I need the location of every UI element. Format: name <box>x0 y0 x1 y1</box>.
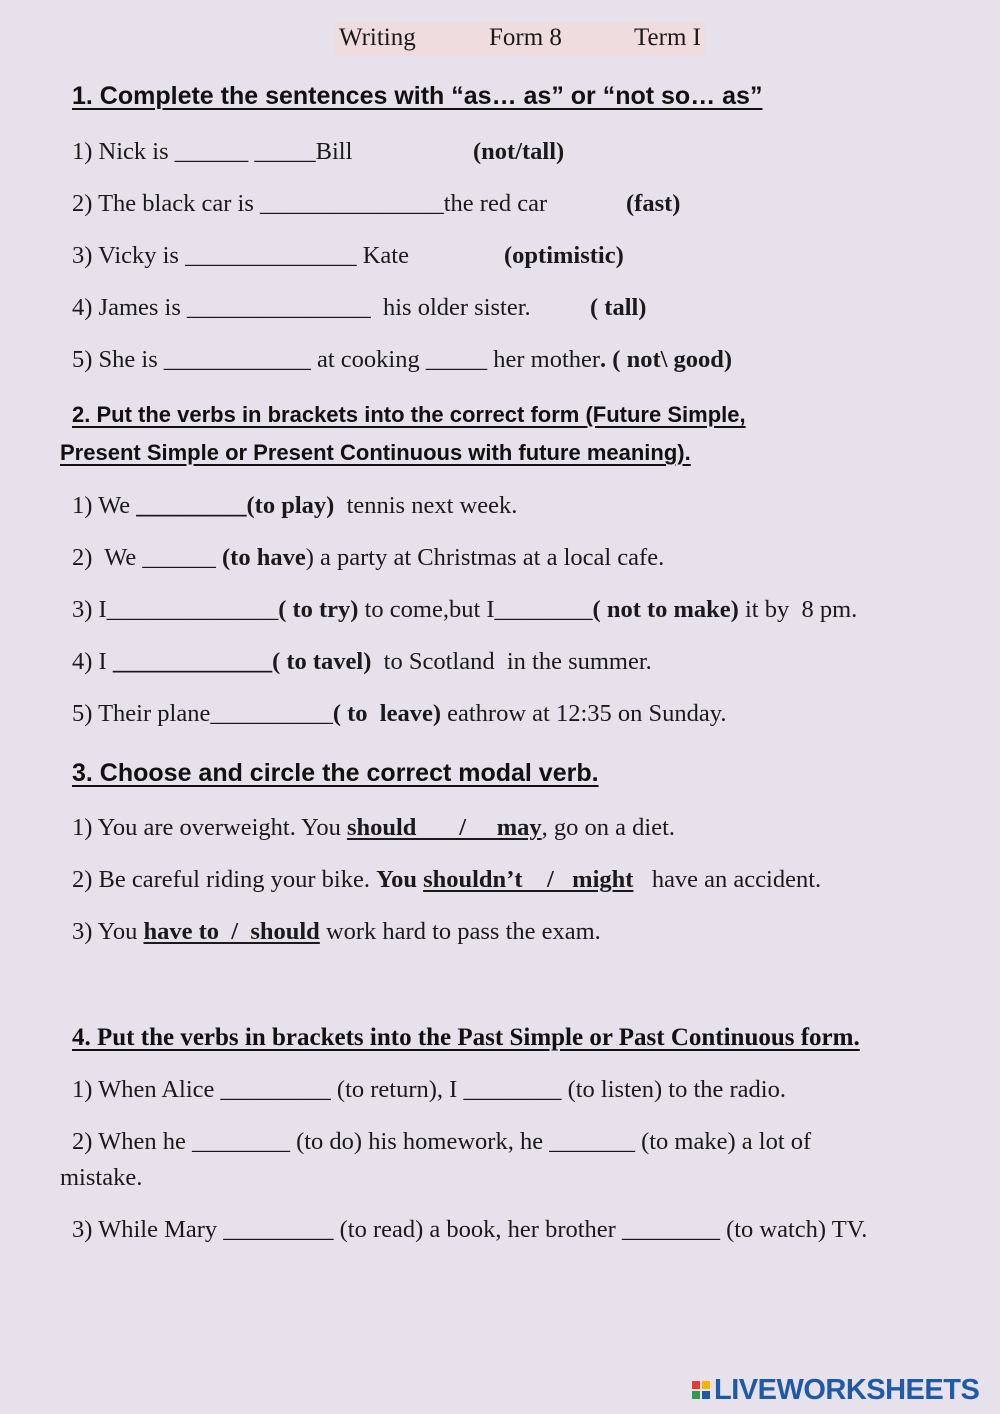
text: eathrow at 12:35 on Sunday. <box>441 700 727 727</box>
list-item[interactable] <box>72 346 732 374</box>
list-item[interactable] <box>72 138 565 166</box>
text: 1) We <box>72 492 137 519</box>
hint: (not/tall) <box>473 138 565 165</box>
section1-heading: 1. Complete the sentences with “as… as” or “not so… as” <box>72 82 763 110</box>
text: to Scotland in the summer. <box>371 648 652 675</box>
hint: ( not to make) <box>592 596 739 623</box>
modal-choice[interactable]: should / may <box>346 814 542 841</box>
list-item[interactable] <box>72 700 727 728</box>
text: , go on a diet. <box>541 814 676 841</box>
section2-heading-line2: Present Simple or Present Continuous with future meaning). <box>60 440 691 465</box>
list-item[interactable] <box>72 294 647 322</box>
modal-choice[interactable]: shouldn’t / might <box>423 866 634 893</box>
text: 4) I <box>72 648 113 675</box>
section4-heading: 4. Put the verbs in brackets into the Past Simple or Past Continuous form. <box>72 1024 860 1051</box>
hint: (to have <box>222 544 306 571</box>
list-item[interactable] <box>72 814 675 842</box>
text: have an accident. <box>633 866 822 893</box>
list-item[interactable] <box>72 596 857 624</box>
list-item[interactable]: 1) When Alice _________ (to return), I ________ (to listen) to the radio. <box>72 1076 786 1103</box>
liveworksheets-logo[interactable] <box>692 1374 979 1406</box>
text: tennis next week. <box>334 492 518 519</box>
modal-choice[interactable]: have to / should <box>143 918 320 945</box>
text: 2) We ______ <box>72 544 223 571</box>
hint: (fast) <box>626 190 681 217</box>
sentence-text: 3) Vicky is ______________ Kate <box>72 242 409 269</box>
hint: (optimistic) <box>504 242 624 269</box>
text: work hard to pass the exam. <box>319 918 601 945</box>
section3-heading: 3. Choose and circle the correct modal verb. <box>72 759 599 787</box>
text: 3) You <box>72 918 144 945</box>
text: 2) Be careful riding your bike. <box>72 866 377 893</box>
hint: ( to leave) <box>332 700 441 727</box>
logo-text: LIVEWORKSHEETS <box>714 1373 980 1406</box>
list-item[interactable] <box>72 544 664 572</box>
hint: _____________( to tavel) <box>112 648 372 675</box>
sentence-text: 4) James is _______________ his older sister. <box>72 294 531 321</box>
hint: . ( not\ good) <box>600 346 733 373</box>
list-item[interactable] <box>72 242 624 270</box>
list-item[interactable] <box>72 190 681 218</box>
list-item-continuation: mistake. <box>60 1164 143 1191</box>
header-writing: Writing <box>339 24 416 51</box>
hint: ( to try) <box>278 596 359 623</box>
sentence-text: 5) She is ____________ at cooking _____ her mother <box>72 346 601 373</box>
list-item[interactable] <box>72 648 652 676</box>
text: it by 8 pm. <box>738 596 858 623</box>
section2-heading-line1: 2. Put the verbs in brackets into the correct form (Future Simple, <box>72 402 746 427</box>
header-form: Form 8 <box>489 24 562 51</box>
list-item[interactable]: 2) When he ________ (to do) his homework, he _______ (to make) a lot of <box>72 1128 812 1155</box>
logo-icon <box>692 1381 710 1399</box>
list-item[interactable] <box>72 918 601 946</box>
header-term: Term I <box>634 24 701 51</box>
list-item[interactable] <box>72 866 821 894</box>
hint: _________(to play) <box>136 492 335 519</box>
list-item[interactable]: 3) While Mary _________ (to read) a book, her brother ________ (to watch) TV. <box>72 1216 868 1243</box>
hint: ( tall) <box>590 294 647 321</box>
list-item[interactable] <box>72 492 517 520</box>
text: 1) You are overweight. You <box>72 814 347 841</box>
text: ) a party at Christmas at a local cafe. <box>305 544 665 571</box>
sentence-text: 2) The black car is _______________the red car <box>72 190 548 217</box>
text: 3) I______________ <box>72 596 279 623</box>
sentence-text: 1) Nick is ______ _____Bill <box>72 138 353 165</box>
text: You <box>376 866 424 893</box>
text: 5) Their plane__________ <box>72 700 333 727</box>
text: to come,but I________ <box>358 596 593 623</box>
